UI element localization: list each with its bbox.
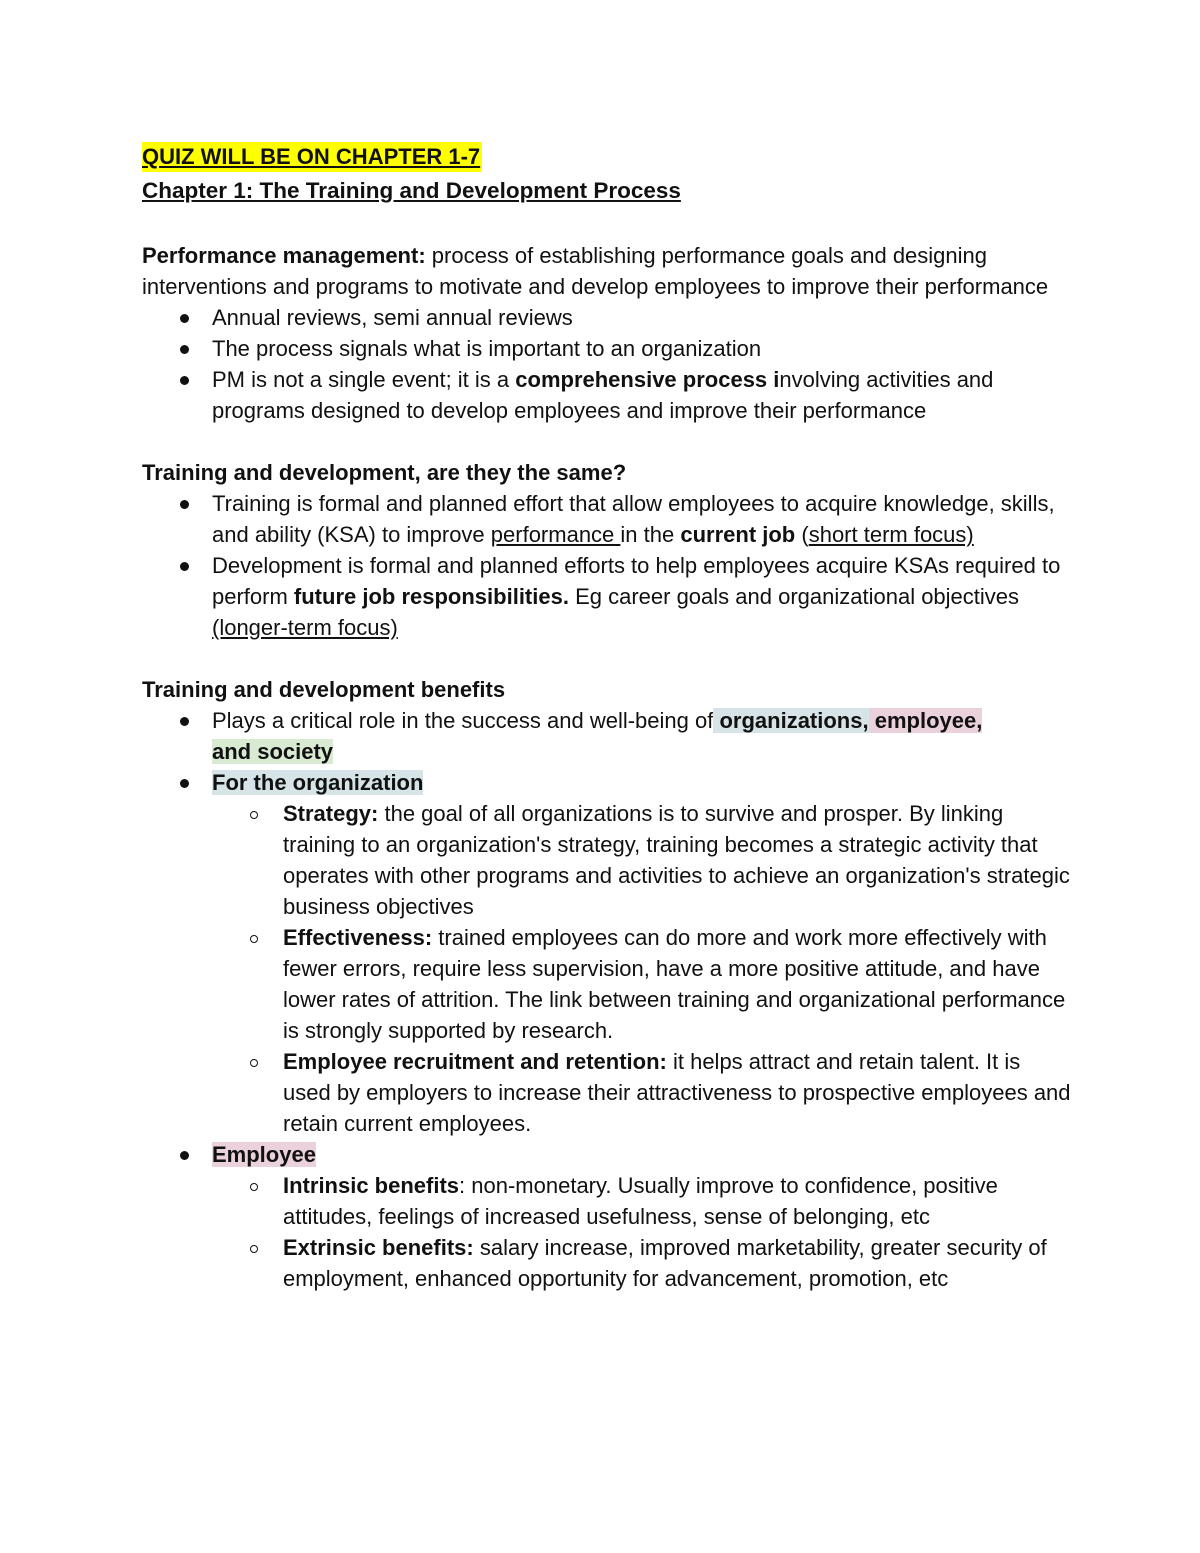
sub-list-item (142, 798, 1072, 922)
list-item-text: Training is formal and planned effort that allow employees to acquire knowledge, skills, and ability (KSA) to improve (212, 491, 1055, 547)
sub-item-term: Effectiveness: (283, 925, 433, 950)
highlight-for-organization: For the organization (212, 770, 424, 795)
hollow-bullet-icon (250, 811, 258, 819)
list-item-bold: current job (680, 522, 796, 547)
bullet-icon (180, 562, 189, 571)
sub-item-term: Intrinsic benefits (283, 1173, 460, 1198)
sub-list-item (142, 922, 1072, 1046)
hollow-bullet-icon (250, 935, 258, 943)
section-heading-td-same: Training and development, are they the same? (142, 460, 627, 485)
highlight-employee-heading: Employee (212, 1142, 316, 1167)
benefits-list (142, 705, 1072, 1294)
list-item (142, 488, 1072, 550)
quiz-banner-text: QUIZ WILL BE ON CHAPTER 1-7 (142, 142, 482, 172)
list-item (142, 767, 1072, 1139)
sub-item-text: salary increase, improved marketability, greater security of employment, enhanced opportunity for advancement, promotion, etc (283, 1235, 1047, 1291)
bullet-icon (180, 717, 189, 726)
pm-term: Performance management: (142, 243, 426, 268)
list-item (142, 550, 1072, 643)
sub-item-text: : non-monetary. Usually improve to confidence, positive attitudes, feelings of increased usefulness, sense of belonging, etc (283, 1173, 998, 1229)
chapter-title: Chapter 1: The Training and Development Process (142, 178, 681, 203)
hollow-bullet-icon (250, 1245, 258, 1253)
list-item-text: PM is not a single event; it is a (212, 367, 516, 392)
bullet-icon (180, 345, 189, 354)
list-item-underline: short term focus) (808, 522, 974, 547)
td-same-list (142, 488, 1072, 643)
spacer (142, 643, 1072, 674)
list-item-text: Eg career goals and organizational objectives (568, 584, 1020, 609)
list-item-bold: future job responsibilities. (293, 584, 569, 609)
list-item-text: Development is formal and planned efforts to help employees acquire KSAs required to perform (212, 553, 1061, 609)
section-heading-benefits: Training and development benefits (142, 677, 506, 702)
pm-definition-text: process of establishing performance goals and designing interventions and programs to motivate and develop employees to improve their performance (142, 243, 1049, 299)
list-item-underline: performance (490, 522, 621, 547)
spacer (142, 426, 1072, 457)
list-item (142, 364, 1072, 426)
sub-item-text: the goal of all organizations is to survive and prosper. By linking training to an organization's strategy, training becomes a strategic activity that operates with other programs and activities to achieve an organization's strategic business objectives (283, 801, 1070, 919)
pm-bullet-list (142, 302, 1072, 426)
document-page (142, 141, 1072, 1294)
sub-item-text: it helps attract and retain talent. It is used by employers to increase their attractiveness to prospective employees and retain current employees. (283, 1049, 1071, 1136)
sub-list-item (142, 1046, 1072, 1139)
list-item-text: ( (795, 522, 809, 547)
hollow-bullet-icon (250, 1183, 258, 1191)
bullet-icon (180, 314, 189, 323)
sub-list-item (142, 1232, 1072, 1294)
bullet-icon (180, 779, 189, 788)
highlight-employee: employee, (868, 708, 983, 733)
list-item-underline: (longer-term focus) (212, 615, 398, 640)
list-item (142, 333, 1072, 364)
sub-item-text: trained employees can do more and work more effectively with fewer errors, require less supervision, have a more positive attitude, and have lower rates of attrition. The link between training and organizational performance is strongly supported by research. (283, 925, 1066, 1043)
pm-definition (142, 240, 1072, 302)
sub-item-term: Employee recruitment and retention: (283, 1049, 667, 1074)
list-item (142, 705, 1072, 767)
bullet-icon (180, 1151, 189, 1160)
list-item-bold: comprehensive process i (515, 367, 780, 392)
sub-item-term: Strategy: (283, 801, 379, 826)
hollow-bullet-icon (250, 1059, 258, 1067)
sub-list-item (142, 1170, 1072, 1232)
list-item (142, 302, 1072, 333)
list-item-text: The process signals what is important to an organization (212, 336, 762, 361)
list-item (142, 1139, 1072, 1294)
bullet-icon (180, 500, 189, 509)
sub-item-term: Extrinsic benefits: (283, 1235, 474, 1260)
list-item-text: in the (620, 522, 681, 547)
list-item-text: Annual reviews, semi annual reviews (212, 305, 573, 330)
org-sub-list (212, 798, 1072, 1139)
spacer (142, 207, 1072, 238)
highlight-society: and society (212, 739, 334, 764)
highlight-organizations: organizations, (713, 708, 869, 733)
employee-sub-list (212, 1170, 1072, 1294)
bullet-icon (180, 376, 189, 385)
list-item-text: nvolving activities and programs designed to develop employees and improve their performance (212, 367, 994, 423)
quiz-banner (142, 141, 1072, 172)
list-item-text: Plays a critical role in the success and well-being of (212, 708, 714, 733)
